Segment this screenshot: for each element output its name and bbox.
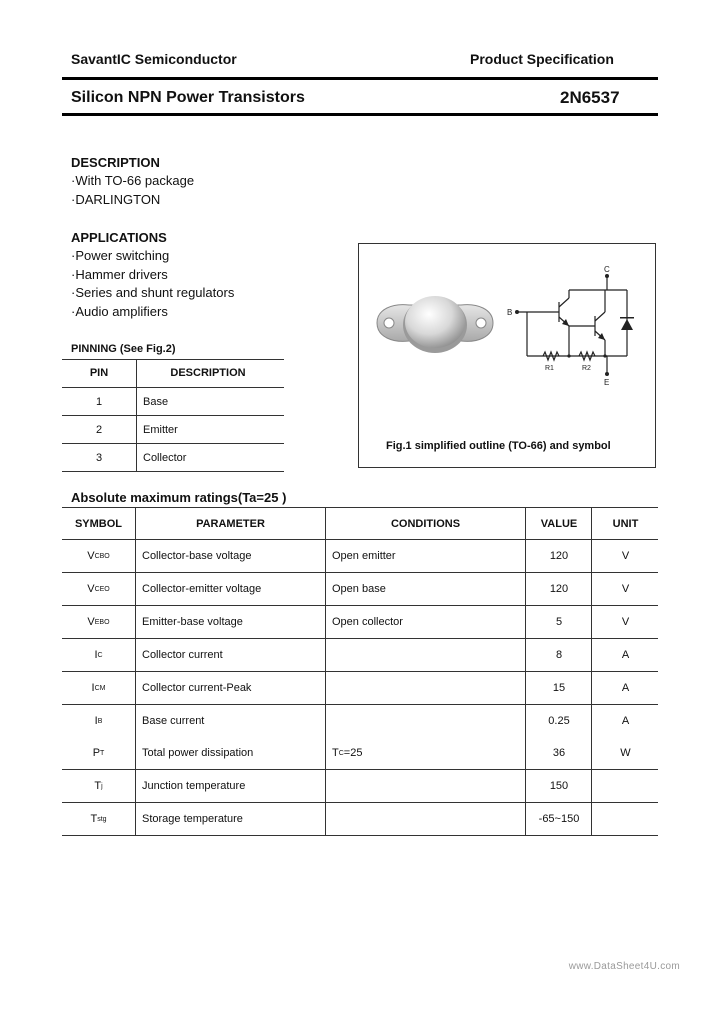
header-conditions: CONDITIONS	[325, 508, 525, 539]
collector-label: C	[604, 265, 610, 274]
pin-row	[62, 444, 284, 472]
conditions-cell: Open base	[325, 573, 525, 605]
symbol-cell: T j	[94, 780, 103, 792]
header-symbol: SYMBOL	[74, 517, 123, 530]
parameter-cell: Collector current-Peak	[135, 672, 325, 704]
document-type: Product Specification	[470, 51, 614, 67]
pin-number: 1	[95, 396, 103, 408]
description-item: ·DARLINGTON	[71, 191, 161, 207]
symbol-cell: V CBO	[87, 550, 110, 562]
darlington-symbol	[507, 264, 647, 389]
conditions-cell	[325, 705, 525, 737]
description-heading: DESCRIPTION	[71, 155, 160, 170]
unit-cell: V	[591, 573, 659, 605]
pin-row	[62, 388, 284, 416]
application-item: ·Series and shunt regulators	[71, 285, 235, 301]
ratings-row	[62, 573, 658, 606]
parameter-cell: Collector-base voltage	[135, 540, 325, 572]
pin-description-header: DESCRIPTION	[136, 360, 279, 387]
pinning-heading: PINNING (See Fig.2)	[71, 343, 176, 355]
applications-list	[71, 247, 234, 322]
application-item: ·Hammer drivers	[71, 266, 168, 282]
value-cell: 150	[525, 770, 592, 802]
value-cell: 15	[525, 672, 592, 704]
parameter-cell: Storage temperature	[135, 803, 325, 835]
header-parameter: PARAMETER	[135, 508, 325, 539]
conditions-cell	[325, 770, 525, 802]
value-cell: 8	[525, 639, 592, 671]
value-cell: 0.25	[525, 705, 592, 737]
symbol-cell: I CM	[91, 682, 106, 694]
unit-cell: V	[591, 540, 659, 572]
value-cell: 120	[525, 540, 592, 572]
ratings-row	[62, 540, 658, 573]
part-number: 2N6537	[560, 88, 620, 107]
product-line: Silicon NPN Power Transistors	[71, 89, 305, 106]
symbol-cell: T stg	[90, 813, 107, 825]
conditions-cell	[325, 672, 525, 704]
symbol-cell: P T	[92, 747, 105, 759]
header-value: VALUE	[525, 508, 592, 539]
footer-watermark: www.DataSheet4U.com	[568, 961, 680, 972]
parameter-cell: Base current	[135, 705, 325, 737]
title-rule	[62, 113, 658, 116]
value-cell: -65~150	[525, 803, 592, 835]
pin-description: Emitter	[136, 416, 178, 443]
value-cell: 36	[525, 737, 592, 769]
unit-cell: A	[591, 705, 659, 737]
unit-cell: W	[591, 737, 659, 769]
pin-number: 3	[95, 452, 103, 464]
pin-row	[62, 416, 284, 444]
ratings-row	[62, 672, 658, 705]
pin-number: 2	[95, 424, 103, 436]
header-unit: UNIT	[591, 508, 659, 539]
r1-label: R1	[545, 365, 554, 372]
description-list	[71, 172, 194, 209]
application-item: ·Power switching	[71, 248, 170, 263]
ratings-table	[62, 507, 658, 836]
pin-header: PIN	[89, 367, 109, 379]
figure-box	[358, 243, 656, 468]
pin-description: Base	[136, 388, 168, 415]
unit-cell: V	[591, 606, 659, 638]
parameter-cell: Emitter-base voltage	[135, 606, 325, 638]
emitter-label: E	[604, 378, 610, 387]
figure-caption: Fig.1 simplified outline (TO-66) and symbol	[386, 440, 611, 452]
ratings-row	[62, 737, 658, 770]
value-cell: 5	[525, 606, 592, 638]
parameter-cell: Collector current	[135, 639, 325, 671]
ratings-row	[62, 770, 658, 803]
symbol-cell: I B	[94, 715, 103, 727]
parameter-cell: Collector-emitter voltage	[135, 573, 325, 605]
parameter-cell: Total power dissipation	[135, 737, 325, 769]
company-name: SavantIC Semiconductor	[71, 51, 237, 67]
unit-cell	[591, 803, 659, 835]
conditions-cell: Open emitter	[325, 540, 525, 572]
conditions-cell: T C =25	[325, 737, 525, 769]
conditions-cell: Open collector	[325, 606, 525, 638]
unit-cell	[591, 770, 659, 802]
ratings-row	[62, 639, 658, 672]
pin-description: Collector	[136, 444, 186, 471]
symbol-cell: V EBO	[87, 616, 110, 628]
description-item: ·With TO-66 package	[71, 173, 195, 188]
r2-label: R2	[582, 365, 591, 372]
to66-package-image	[369, 289, 499, 359]
conditions-cell	[325, 639, 525, 671]
pinning-header-row	[62, 360, 284, 388]
ratings-row	[62, 803, 658, 836]
ratings-header-row	[62, 507, 658, 540]
conditions-cell	[325, 803, 525, 835]
symbol-cell: V CEO	[87, 583, 110, 595]
header-rule	[62, 77, 658, 80]
ratings-row	[62, 705, 658, 737]
ratings-heading: Absolute maximum ratings(Ta=25 )	[71, 490, 287, 505]
value-cell: 120	[525, 573, 592, 605]
application-item: ·Audio amplifiers	[71, 304, 168, 320]
unit-cell: A	[591, 672, 659, 704]
applications-heading: APPLICATIONS	[71, 230, 167, 245]
unit-cell: A	[591, 639, 659, 671]
ratings-row	[62, 606, 658, 639]
parameter-cell: Junction temperature	[135, 770, 325, 802]
base-label: B	[507, 308, 513, 317]
symbol-cell: I C	[94, 649, 103, 661]
pinning-table	[62, 359, 284, 472]
